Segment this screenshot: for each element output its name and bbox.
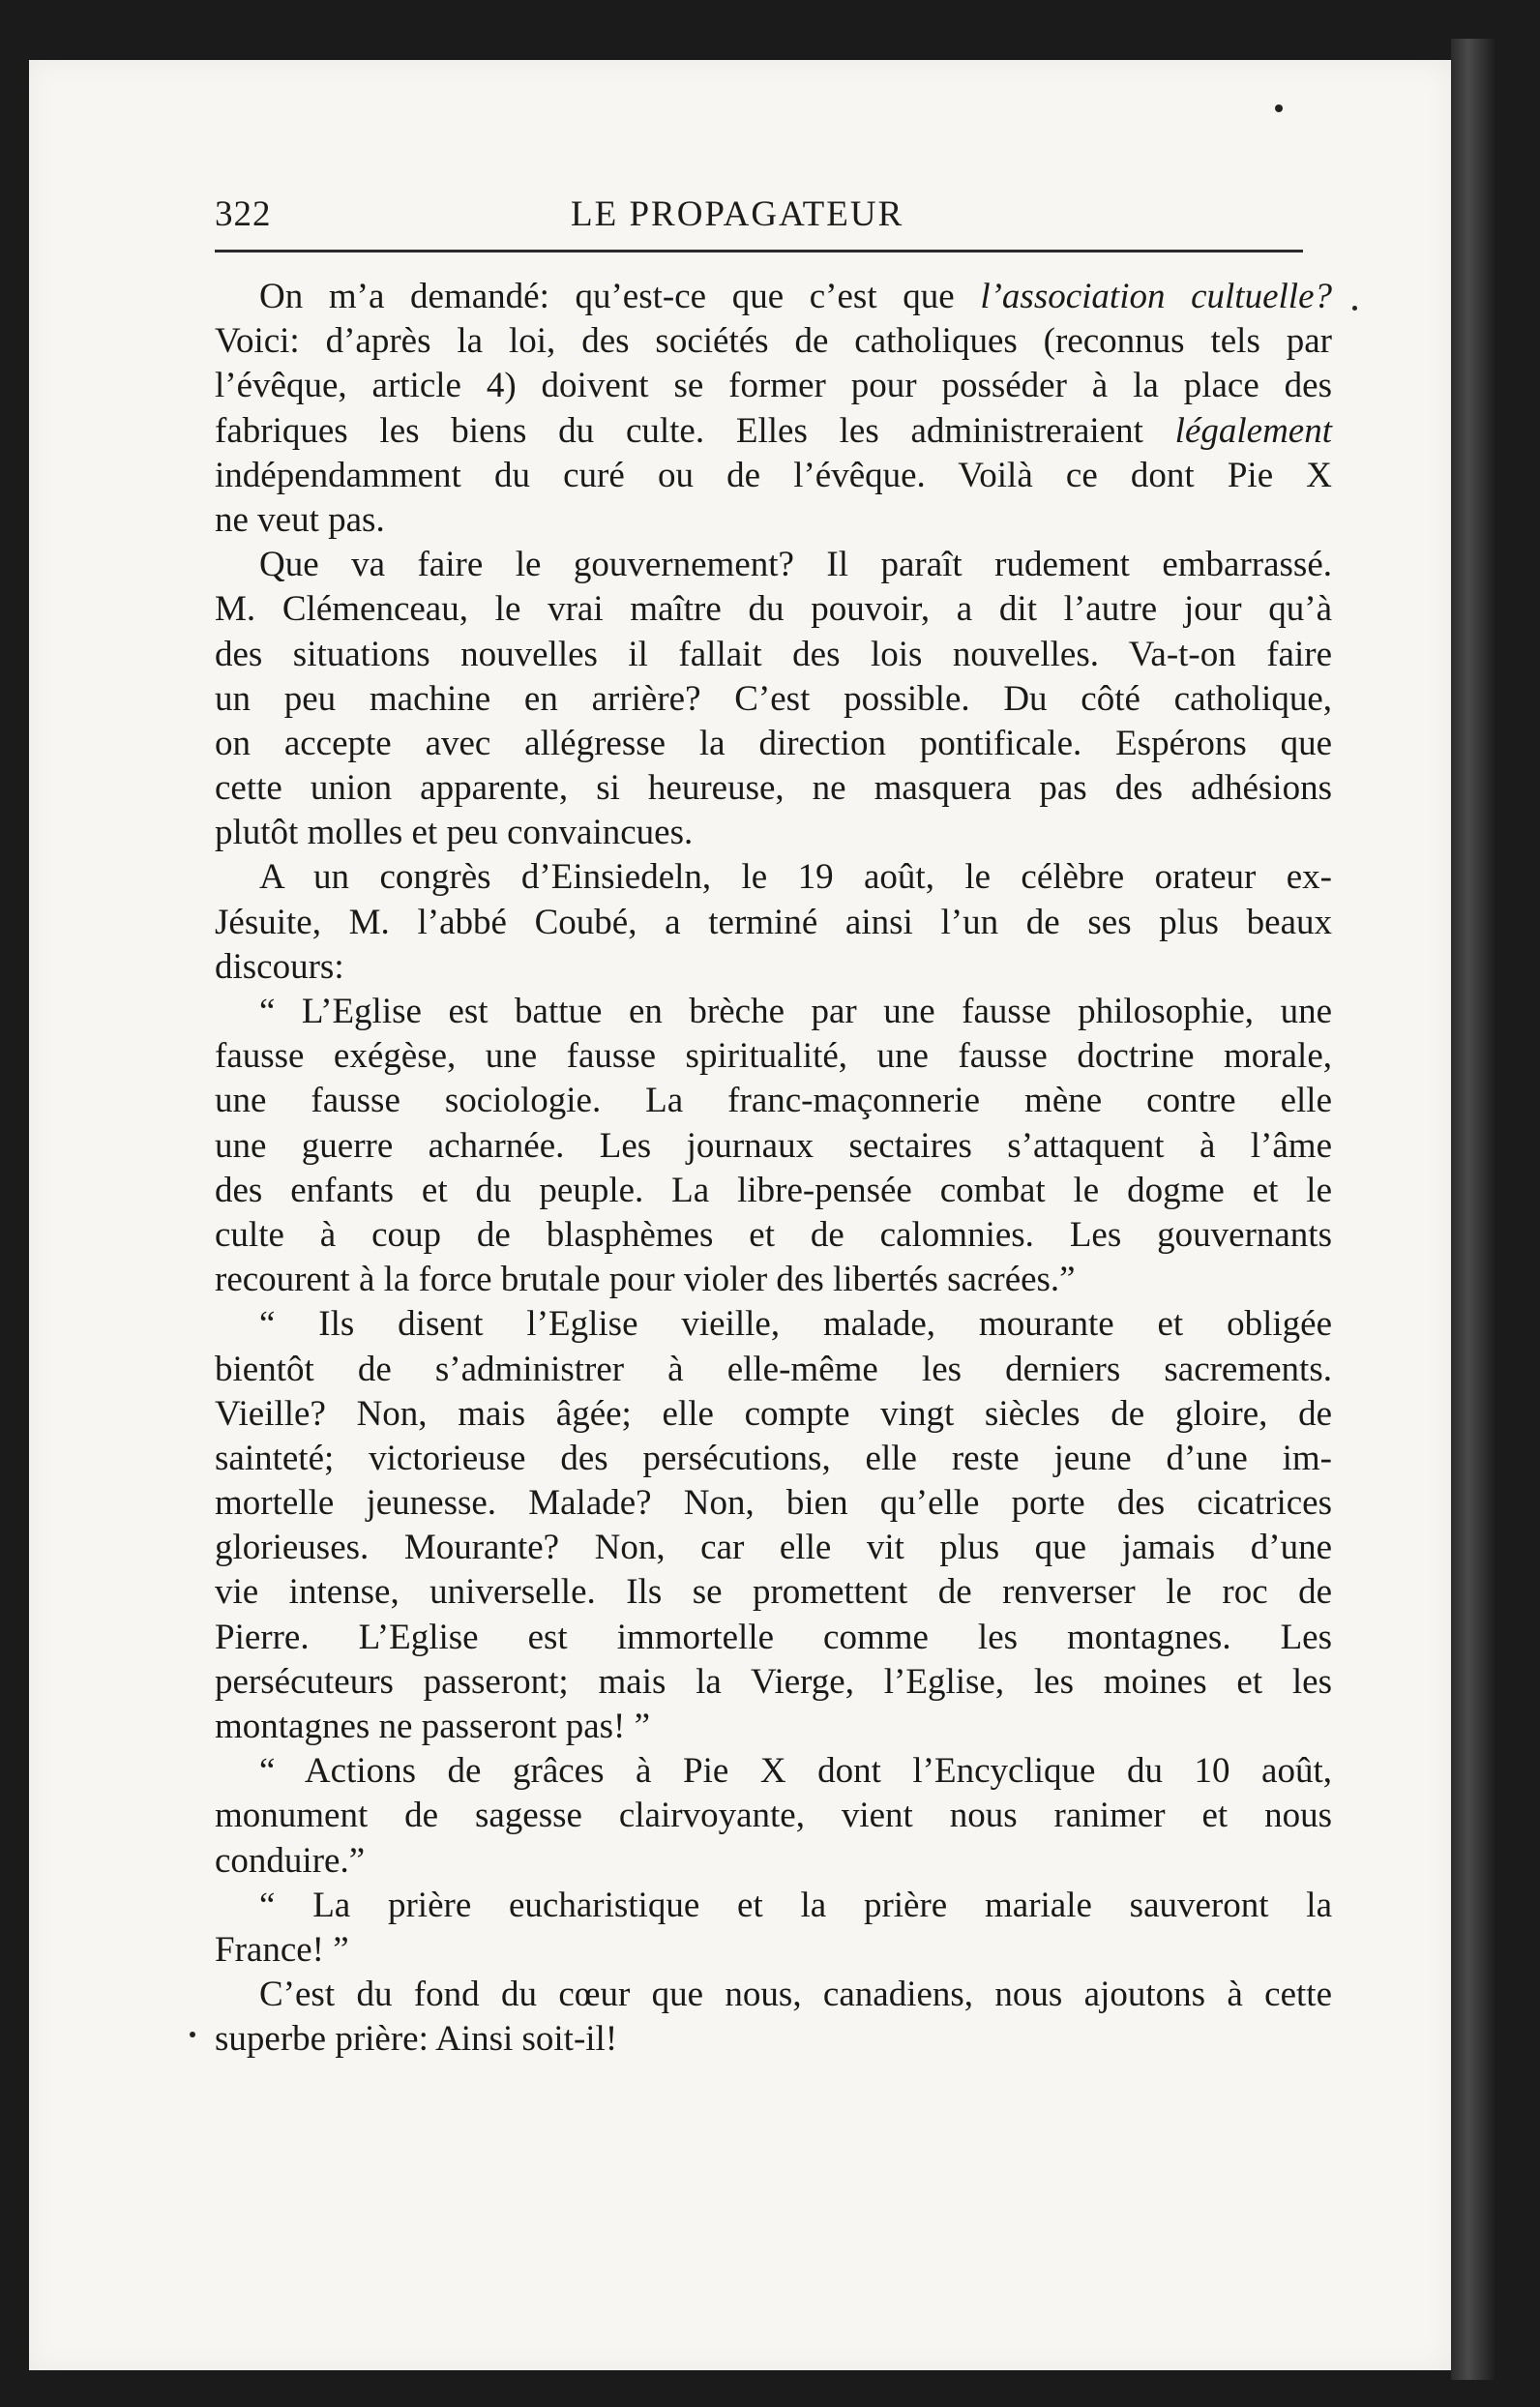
text-line [215, 1570, 1332, 1615]
text-segment: superbe prière: Ainsi soit-il! [215, 2019, 618, 2060]
text-segment: “ Actions de grâces à Pie X dont l’Encyclique du 10 août, [259, 1751, 1332, 1792]
text-segment: une fausse sociologie. La franc-maçonnerie mène contre elle [215, 1081, 1332, 1121]
text-segment: Voici: d’après la loi, des sociétés de catholiques (reconnus tels par [215, 321, 1332, 362]
text-line [215, 2017, 1332, 2062]
text-line [215, 1794, 1332, 1838]
text-segment: France! ” [215, 1929, 349, 1970]
text-line [215, 409, 1332, 454]
italic-text: légalement [1174, 410, 1332, 451]
text-segment: mortelle jeunesse. Malade? Non, bien qu’elle porte des cicatrices [215, 1483, 1332, 1524]
text-line [215, 1749, 1332, 1794]
text-segment: vie intense, universelle. Ils se promettent de renverser le roc de [215, 1572, 1332, 1613]
text-line [215, 364, 1332, 408]
text-segment: discours: [215, 946, 344, 987]
text-line [215, 1302, 1332, 1347]
page-number: 322 [215, 194, 272, 234]
text-segment: l’évêque, article 4) doivent se former pour posséder à la place des [215, 366, 1332, 406]
text-line [215, 722, 1332, 766]
text-line [215, 1481, 1332, 1526]
text-line [215, 1973, 1332, 2017]
text-line [215, 1079, 1332, 1123]
text-line [215, 454, 1332, 498]
text-segment: plutôt molles et peu convaincues. [215, 813, 694, 853]
text-segment: fabriques les biens du culte. Elles les administreraient [215, 410, 1175, 451]
text-line [215, 677, 1332, 722]
text-line [215, 1660, 1332, 1705]
text-segment: une guerre acharnée. Les journaux sectaires s’attaquent à l’âme [215, 1125, 1332, 1166]
ink-speck [1275, 104, 1283, 112]
article-body [215, 275, 1332, 2063]
text-line [215, 1839, 1332, 1884]
text-line [215, 319, 1332, 364]
text-segment: culte à coup de blasphèmes et de calomnies. Les gouvernants [215, 1214, 1332, 1255]
text-line [215, 587, 1332, 632]
text-segment: des enfants et du peuple. La libre-pensée combat le dogme et le [215, 1170, 1332, 1210]
text-segment: conduire.” [215, 1840, 366, 1881]
italic-text: l’association cultuelle? [980, 277, 1332, 316]
text-line [215, 1258, 1332, 1302]
text-segment: cette union apparente, si heureuse, ne masquera pas des adhésions [215, 768, 1332, 809]
page-edge-shadow [1451, 39, 1495, 2380]
text-line [215, 1169, 1332, 1213]
text-segment: monument de sagesse clairvoyante, vient nous ranimer et nous [215, 1796, 1332, 1836]
text-segment: Vieille? Non, mais âgée; elle compte vingt siècles de gloire, de [215, 1393, 1332, 1434]
text-segment: un peu machine en arrière? C’est possible. Du côté catholique, [215, 678, 1332, 719]
text-segment: sainteté; victorieuse des persécutions, elle reste jeune d’une im- [215, 1438, 1332, 1478]
text-segment: montagnes ne passeront pas! ” [215, 1707, 651, 1746]
text-line [215, 855, 1332, 900]
text-segment: Pierre. L’Eglise est immortelle comme les montagnes. Les [215, 1617, 1332, 1657]
text-line [215, 1437, 1332, 1481]
text-segment: Que va faire le gouvernement? Il paraît rudement embarrassé. [259, 545, 1332, 585]
text-segment: indépendamment du curé ou de l’évêque. Voilà ce dont Pie X [215, 455, 1332, 495]
text-line [215, 1526, 1332, 1570]
text-segment: On m’a demandé: qu’est-ce que c’est que [259, 277, 981, 316]
ink-speck [190, 2032, 195, 2037]
text-segment: A un congrès d’Einsiedeln, le 19 août, le célèbre orateur ex- [259, 857, 1332, 898]
text-segment: on accepte avec allégresse la direction pontificale. Espérons que [215, 723, 1332, 763]
text-line [215, 498, 1332, 543]
text-line [215, 901, 1332, 945]
text-line [215, 1616, 1332, 1660]
text-segment: M. Clémenceau, le vrai maître du pouvoir, a dit l’autre jour qu’à [215, 589, 1332, 630]
text-segment: recourent à la force brutale pour violer des libertés sacrées.” [215, 1260, 1076, 1300]
text-line [215, 1348, 1332, 1392]
text-line [215, 990, 1332, 1034]
text-line [215, 1034, 1332, 1079]
text-segment: persécuteurs passeront; mais la Vierge, l’Eglise, les moines et les [215, 1661, 1332, 1702]
text-line [215, 811, 1332, 855]
ink-speck [1352, 306, 1357, 311]
text-segment: bientôt de s’administrer à elle-même les derniers sacrements. [215, 1349, 1332, 1389]
text-segment: des situations nouvelles il fallait des lois nouvelles. Va-t-on faire [215, 634, 1332, 674]
text-segment: Jésuite, M. l’abbé Coubé, a terminé ainsi l’un de ses plus beaux [215, 902, 1332, 942]
text-segment: “ L’Eglise est battue en brèche par une fausse philosophie, une [259, 992, 1332, 1031]
text-segment: fausse exégèse, une fausse spiritualité, une fausse doctrine morale, [215, 1036, 1332, 1077]
text-segment: glorieuses. Mourante? Non, car elle vit plus que jamais d’une [215, 1528, 1332, 1568]
text-line [215, 275, 1332, 319]
text-line [215, 945, 1332, 990]
text-line [215, 766, 1332, 811]
page-header [215, 193, 1303, 244]
text-line [215, 633, 1332, 677]
running-title: LE PROPAGATEUR [571, 194, 904, 234]
text-line [215, 1124, 1332, 1169]
text-segment: “ La prière eucharistique et la prière mariale sauveront la [259, 1885, 1332, 1925]
text-line [215, 1213, 1332, 1258]
text-line [215, 1705, 1332, 1749]
text-segment: “ Ils disent l’Eglise vieille, malade, mourante et obligée [259, 1304, 1332, 1345]
header-rule [215, 250, 1303, 253]
text-segment: C’est du fond du cœur que nous, canadiens, nous ajoutons à cette [259, 1975, 1332, 2015]
text-line [215, 1928, 1332, 1973]
text-line [215, 1884, 1332, 1928]
text-line [215, 1392, 1332, 1437]
text-segment: ne veut pas. [215, 499, 385, 540]
text-line [215, 543, 1332, 587]
